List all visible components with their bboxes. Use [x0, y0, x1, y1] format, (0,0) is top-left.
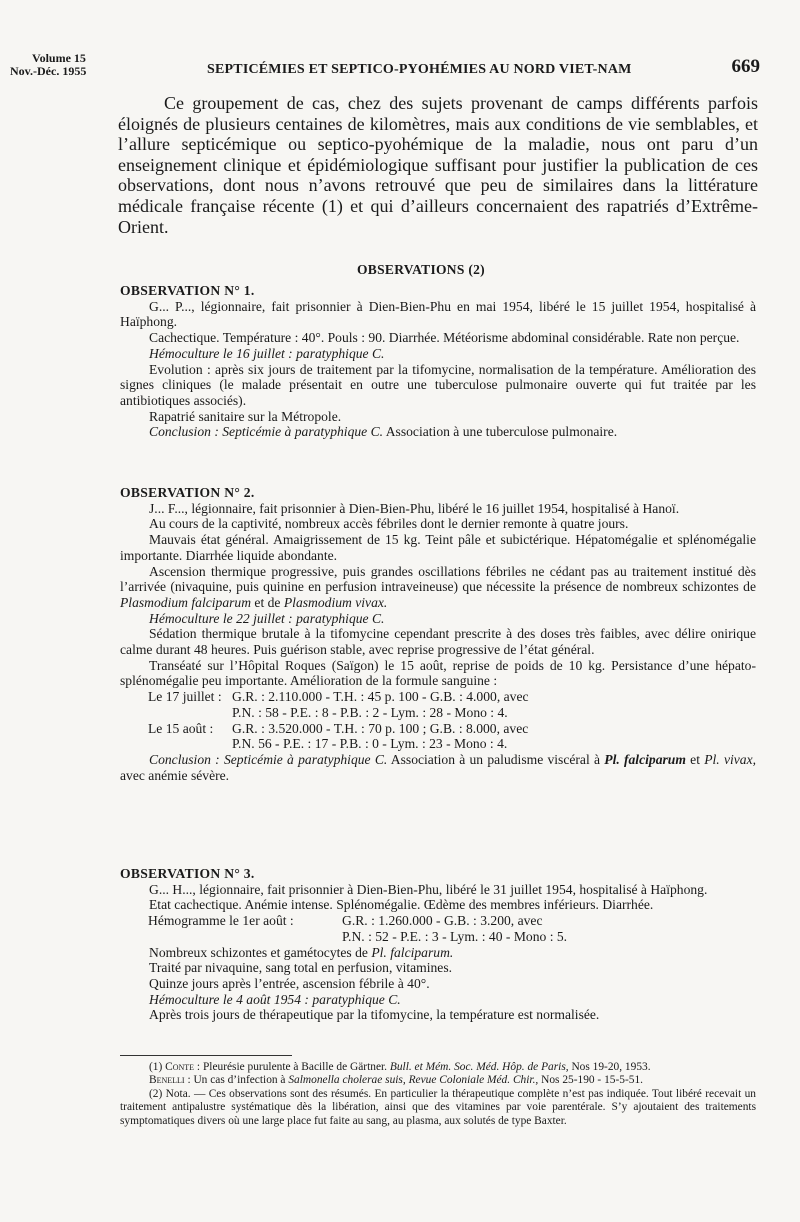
fever-text: Ascension thermique progressive, puis grandes oscillations fébriles ne cédant pas au traitement institué dès l’arrivée (nivaquine, puis quinine en perfusion intraveineuse) que nécessite la présence de nombreux schizontes de — [120, 563, 756, 595]
conclusion-rest: Association à une tuberculose pulmonaire. — [383, 424, 618, 440]
observation-2-title: OBSERVATION N° 2. — [120, 485, 255, 500]
conclusion-mid: Association à un paludisme viscéral à — [387, 751, 605, 767]
observation-1-evolution: Evolution : après six jours de traitement par la tifomycine, normalisation de la température. Amélioration des signes cliniques (le malade présentait en outre une tuberculose pulmonaire ouverte qui fut traitée par les antibiotiques associés). — [120, 361, 756, 408]
observation-2-captivity: Au cours de la captivité, nombreux accès fébriles dont le dernier remonte à quatre jours. — [149, 516, 629, 532]
volume-info — [10, 52, 86, 78]
observation-1 — [120, 283, 756, 440]
page-number: 669 — [731, 56, 760, 77]
running-title: SEPTICÉMIES ET SEPTICO-PYOHÉMIES AU NORD VIET-NAM — [207, 62, 632, 77]
observation-3-title: OBSERVATION N° 3. — [120, 866, 255, 881]
footnotes — [120, 1061, 756, 1128]
fever-mid: et de — [251, 594, 284, 610]
observation-3-culture: Hémoculture le 4 août 1954 : paratyphique C. — [149, 991, 401, 1007]
observation-3-fever: Quinze jours après l’entrée, ascension fébrile à 40°. — [149, 975, 430, 991]
hemogram — [120, 913, 756, 944]
observation-2-conclusion — [120, 752, 756, 783]
species-2: Plasmodium vivax. — [283, 594, 388, 610]
blood-count-2 — [120, 721, 756, 752]
blood-count-1-line-2: P.N. : 58 - P.E. : 8 - P.B. : 2 - Lym. : 28 - Mono : 4. — [232, 704, 508, 720]
observation-3-exam: Etat cachectique. Anémie intense. Splénomégalie. Œdème des membres inférieurs. Diarrhée. — [149, 897, 654, 913]
conclusion-italic: Conclusion : Septicémie à paratyphique C. — [149, 751, 388, 767]
footnote-1 — [120, 1061, 756, 1074]
observation-3-patient: G... H..., légionnaire, fait prisonnier à Dien-Bien-Phu, libéré le 31 juillet 1954, hospitalisé à Haïphong. — [149, 881, 708, 897]
observation-2-exam: Mauvais état général. Amaigrissement de 15 kg. Teint pâle et subictérique. Hépatomégalie et splénomégalie importante. Diarrhée liquide abondante. — [120, 532, 756, 563]
page-header — [10, 52, 760, 86]
footnote-1b — [120, 1074, 756, 1087]
conclusion-end: avec anémie sévère. — [120, 767, 230, 783]
observation-1-repatriation: Rapatrié sanitaire sur la Métropole. — [149, 408, 342, 424]
intro-paragraph — [118, 93, 758, 237]
blood-count-2-label: Le 15 août : — [148, 720, 214, 736]
footnote-1b-author: Benelli — [149, 1074, 185, 1087]
observation-2-transfer: Transéaté sur l’Hôpital Roques (Saïgon) le 15 août, reprise de poids de 10 kg. Persistance d’une hépato-splénomégalie peu importante. Amélioration de la formule sanguine : — [120, 657, 756, 689]
blood-count-2-line-2: P.N. 56 - P.E. : 17 - P.B. : 0 - Lym. : 23 - Mono : 4. — [232, 736, 508, 752]
footnote-rule — [120, 1055, 292, 1056]
hemogram-line-2: P.N. : 52 - P.E. : 3 - Lym. : 40 - Mono : 5. — [342, 928, 568, 944]
observation-2-sedation: Sédation thermique brutale à la tifomycine cependant prescrite à des doses très faibles, avec délire onirique calme durant 48 heures. Puis guérison stable, avec reprise progressive de l’état général. — [120, 626, 756, 658]
hemogram-label: Hémogramme le 1er août : — [148, 913, 294, 929]
parasites-text: Nombreux schizontes et gamétocytes de — [149, 944, 372, 960]
observations-heading: OBSERVATIONS (2) — [357, 262, 485, 277]
observation-2-culture: Hémoculture le 22 juillet : paratyphique C. — [149, 610, 385, 626]
blood-count-2-line-1: G.R. : 3.520.000 - T.H. : 70 p. 100 ; G.B. : 8.000, avec — [232, 720, 529, 736]
observation-3-parasites — [120, 945, 756, 961]
parasites-species: Pl. falciparum. — [371, 944, 454, 960]
footnote-1b-journal: Salmonella cholerae suis, Revue Coloniale Méd. Chir., — [288, 1074, 539, 1087]
footnote-1-ref: Nos 19-20, 1953. — [568, 1061, 651, 1073]
observation-1-patient: G... P..., légionnaire, fait prisonnier à Dien-Bien-Phu en mai 1954, libéré le 15 juillet 1954, hospitalisé à Haïphong. — [120, 298, 756, 330]
observation-2-patient: J... F..., légionnaire, fait prisonnier à Dien-Bien-Phu, libéré le 16 juillet 1954, hospitalisé à Hanoï. — [149, 500, 680, 516]
conclusion-mid-2: et — [685, 751, 705, 767]
observation-3 — [120, 866, 756, 1023]
footnote-1-author: Conte — [165, 1061, 195, 1073]
blood-count-1-label: Le 17 juillet : — [148, 689, 222, 705]
conclusion-italic: Conclusion : Septicémie à paratyphique C. — [149, 424, 384, 440]
hemogram-line-1: G.R. : 1.260.000 - G.B. : 3.200, avec — [342, 913, 543, 929]
footnote-1-marker: (1) — [149, 1061, 166, 1073]
blood-count-1 — [120, 689, 756, 720]
footnote-1b-ref: Nos 25-190 - 15-5-51. — [538, 1074, 643, 1087]
observation-3-treatment: Traité par nivaquine, sang total en perfusion, vitamines. — [149, 960, 453, 976]
footnote-2: (2) Nota. — Ces observations sont des résumés. En particulier la thérapeutique complète n’est pas indiquée. Tout libéré recevait un traitement antipalustre systématique dès la libération, ainsi que des vitamines par voie parentérale. S’y ajoutaient des traitements symptomatiques divers où une large place fut faite au sang, au plasma, aux solutés de type Baxter. — [120, 1087, 756, 1127]
conclusion-species-2: Pl. vivax, — [704, 751, 757, 767]
footnote-1-journal: Bull. et Mém. Soc. Méd. Hôp. de Paris, — [389, 1061, 569, 1073]
issue-date: Nov.-Déc. 1955 — [10, 64, 87, 78]
observation-1-exam: Cachectique. Température : 40°. Pouls : 90. Diarrhée. Météorisme abdominal considérable. Rate non perçue. — [149, 330, 740, 346]
footnote-1b-title: : Un cas d’infection à — [184, 1074, 289, 1087]
observation-2-fever — [120, 564, 756, 611]
observation-3-outcome: Après trois jours de thérapeutique par la tifomycine, la température est normalisée. — [149, 1007, 600, 1023]
volume-number: Volume 15 — [32, 51, 86, 65]
species-1: Plasmodium falciparum — [120, 594, 252, 610]
blood-count-1-line-1: G.R. : 2.110.000 - T.H. : 45 p. 100 - G.B. : 4.000, avec — [232, 689, 529, 705]
conclusion-species-1: Pl. falciparum — [604, 751, 686, 767]
footnote-1-title: : Pleurésie purulente à Bacille de Gärtner. — [194, 1061, 390, 1073]
observation-1-conclusion — [120, 424, 756, 440]
observation-2 — [120, 485, 756, 783]
intro-text: Ce groupement de cas, chez des sujets provenant de camps différents parfois éloignés de plusieurs centaines de kilomètres, mais aux conditions de vie semblables, et l’allure septicémique ou septico-pyohémique de la maladie, nous ont paru d’un enseignement clinique et épidémiologique suffisant pour justifier la publication de ces observations, dont nous n’avons retrouvé que peu de similaires dans la littérature médicale française récente (1) et qui d’ailleurs concernaient des rapatriés d’Extrême-Orient. — [118, 93, 758, 237]
observation-1-title: OBSERVATION N° 1. — [120, 283, 255, 298]
observation-1-culture: Hémoculture le 16 juillet : paratyphique C. — [149, 345, 385, 361]
